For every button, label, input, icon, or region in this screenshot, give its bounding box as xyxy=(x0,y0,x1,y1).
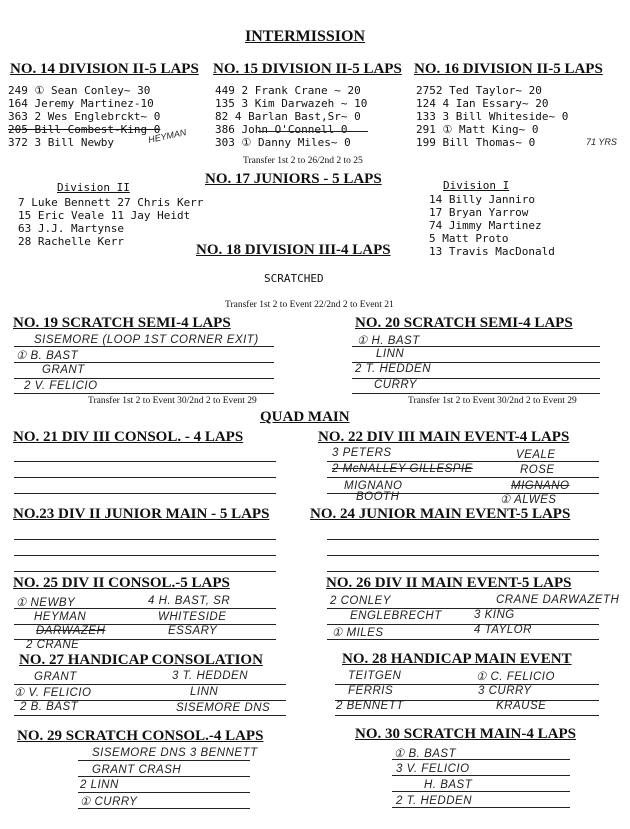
race-20-heading: NO. 20 SCRATCH SEMI-4 LAPS xyxy=(355,315,573,331)
entry-line xyxy=(14,715,286,716)
entry-line xyxy=(327,555,599,556)
race-29-line: 2 LINN xyxy=(80,779,119,791)
entry-line xyxy=(14,393,274,394)
race-28-left: FERRIS xyxy=(348,685,394,697)
entry-line xyxy=(352,393,600,394)
race-22-right: ROSE xyxy=(520,464,555,476)
entry-line xyxy=(327,461,599,462)
division-2-label: Division II xyxy=(57,181,130,194)
race-27-heading: NO. 27 HANDICAP CONSOLATION xyxy=(19,652,263,668)
entry-line xyxy=(14,461,276,462)
race-28-left: 2 BENNETT xyxy=(336,700,404,712)
race-22-left: 2 McNALLEY GILLESPIE xyxy=(332,463,473,475)
race-19-heading: NO. 19 SCRATCH SEMI-4 LAPS xyxy=(13,315,231,331)
division-2-list xyxy=(18,196,203,248)
race-18-heading: NO. 18 DIVISION III-4 LAPS xyxy=(196,242,391,258)
entry-line xyxy=(14,571,276,572)
race-16-entries xyxy=(416,84,568,149)
race-20-transfer: Transfer 1st 2 to Event 30/2nd 2 to Event 29 xyxy=(408,396,577,406)
race-14-row: 372 3 Bill Newby xyxy=(8,136,114,149)
race-24-heading: NO. 24 JUNIOR MAIN EVENT-5 LAPS xyxy=(310,506,571,522)
race-19-line: 2 V. FELICIO xyxy=(24,380,98,392)
entry-line xyxy=(335,700,599,701)
division-2-row: 28 Rachelle Kerr xyxy=(18,235,124,248)
race-22-right: VEALE xyxy=(516,449,556,461)
race-27-right: SISEMORE DNS xyxy=(176,702,271,714)
division-1-label: Division I xyxy=(443,179,510,192)
entry-line xyxy=(14,608,276,609)
race-26-left: ENGLEBRECHT xyxy=(350,610,442,622)
race-16-row: 199 Bill Thomas~ 0 xyxy=(416,136,536,149)
race-25-left: HEYMAN xyxy=(34,611,87,623)
race-15-row: 449 2 Frank Crane ~ 20 xyxy=(215,84,361,97)
race-27-right: LINN xyxy=(190,686,219,698)
race-19-line: ① B. BAST xyxy=(16,350,79,362)
entry-line xyxy=(14,539,276,540)
division-1-row: 74 Jimmy Martinez xyxy=(429,219,542,232)
entry-line xyxy=(14,346,274,347)
race-26-left: 2 CONLEY xyxy=(330,595,391,607)
entry-line xyxy=(392,791,570,792)
transfer-note-2: Transfer 1st 2 to Event 22/2nd 2 to Event 21 xyxy=(225,300,394,310)
race-25-right: 4 H. BAST, SR xyxy=(148,595,231,607)
entry-line xyxy=(327,477,599,478)
quad-main-heading: QUAD MAIN xyxy=(260,409,350,425)
race-26-right: 4 TAYLOR xyxy=(474,624,532,636)
race-28-left: TEITGEN xyxy=(348,670,402,682)
division-2-row: 63 J.J. Martynse xyxy=(18,222,124,235)
race-16-note: 71 YRS xyxy=(586,137,617,147)
race-19-line: GRANT xyxy=(42,364,85,376)
race-30-heading: NO. 30 SCRATCH MAIN-4 LAPS xyxy=(355,726,576,742)
race-16-row: 291 ① Matt King~ 0 xyxy=(416,123,539,136)
race-28-right: KRAUSE xyxy=(496,700,547,712)
entry-line xyxy=(335,715,599,716)
entry-line xyxy=(327,639,599,640)
entry-line xyxy=(352,378,600,379)
race-15-entries xyxy=(215,84,367,149)
race-19-transfer: Transfer 1st 2 to Event 30/2nd 2 to Event 29 xyxy=(88,396,257,406)
race-28-heading: NO. 28 HANDICAP MAIN EVENT xyxy=(342,651,572,667)
race-15-heading: NO. 15 DIVISION II-5 LAPS xyxy=(213,61,402,77)
entry-line xyxy=(14,362,274,363)
race-25-left: DARWAZEH xyxy=(36,625,106,637)
race-28-right: ① C. FELICIO xyxy=(476,671,555,683)
race-16-row: 133 3 Bill Whiteside~ 0 xyxy=(416,110,569,123)
entry-line xyxy=(352,362,600,363)
race-14-row: 249 ① Sean Conley~ 30 xyxy=(8,84,151,97)
entry-line xyxy=(78,776,250,777)
entry-line xyxy=(14,493,276,494)
race-28-right: 3 CURRY xyxy=(478,685,532,697)
entry-line xyxy=(392,759,570,760)
division-1-row: 17 Bryan Yarrow xyxy=(429,206,529,219)
race-14-row: 363 2 Wes Englebrckt~ 0 xyxy=(8,110,161,123)
race-20-line: ① H. BAST xyxy=(357,335,420,347)
entry-line xyxy=(14,684,286,685)
race-14-heading: NO. 14 DIVISION II-5 LAPS xyxy=(10,61,199,77)
race-26-heading: NO. 26 DIV II MAIN EVENT-5 LAPS xyxy=(326,575,572,591)
race-14-row: 164 Jeremy Martinez-10 xyxy=(8,97,154,110)
race-26-right: CRANE DARWAZETH xyxy=(496,594,620,606)
race-15-row: 135 3 Kim Darwazeh ~ 10 xyxy=(215,97,368,110)
entry-line xyxy=(392,775,570,776)
race-16-row: 2752 Ted Taylor~ 20 xyxy=(416,84,542,97)
entry-line xyxy=(335,684,599,685)
race-27-left: 2 B. BAST xyxy=(20,701,79,713)
entry-line xyxy=(14,378,274,379)
entry-line xyxy=(327,539,599,540)
race-30-line: 3 V. FELICIO xyxy=(396,763,470,775)
race-15-row: 82 4 Barlan Bast,Sr~ 0 xyxy=(215,110,361,123)
race-21-heading: NO. 21 DIV III CONSOL. - 4 LAPS xyxy=(13,429,244,445)
entry-line xyxy=(14,700,286,701)
race-25-left: ① NEWBY xyxy=(16,597,76,609)
entry-line xyxy=(327,624,599,625)
race-20-line: LINN xyxy=(376,348,405,360)
race-30-line: H. BAST xyxy=(424,779,473,791)
entry-line xyxy=(78,808,250,809)
race-14-note: HEYMAN xyxy=(147,127,188,145)
entry-line xyxy=(352,346,600,347)
race-29-line: GRANT CRASH xyxy=(92,764,182,776)
race-27-left: GRANT xyxy=(34,671,77,683)
race-29-line: ① CURRY xyxy=(80,796,138,808)
race-22-left: MIGNANO xyxy=(344,480,403,492)
entry-line xyxy=(392,807,570,808)
race-27-right: 3 T. HEDDEN xyxy=(172,670,249,682)
race-22-right: MIGNANO xyxy=(511,480,570,492)
race-30-line: ① B. BAST xyxy=(394,748,457,760)
division-1-row: 5 Matt Proto xyxy=(429,232,509,245)
page-title: INTERMISSION xyxy=(245,28,366,45)
entry-line xyxy=(327,493,599,494)
race-25-heading: NO. 25 DIV II CONSOL.-5 LAPS xyxy=(13,575,230,591)
race-26-right: 3 KING xyxy=(474,609,515,621)
entry-line xyxy=(14,639,276,640)
division-1-list xyxy=(429,193,555,258)
race-22-heading: NO. 22 DIV III MAIN EVENT-4 LAPS xyxy=(318,429,570,445)
entry-line xyxy=(327,571,599,572)
race-20-line: CURRY xyxy=(374,379,417,391)
race-22-left: BOOTH xyxy=(356,491,400,503)
race-25-right: ESSARY xyxy=(168,625,218,637)
race-23-heading: NO.23 DIV II JUNIOR MAIN - 5 LAPS xyxy=(13,506,270,522)
entry-line xyxy=(78,792,250,793)
race-18-status: SCRATCHED xyxy=(264,272,324,285)
race-14-entries xyxy=(8,84,160,149)
race-29-heading: NO. 29 SCRATCH CONSOL.-4 LAPS xyxy=(17,728,264,744)
entry-line xyxy=(78,760,250,761)
race-15-row: 386 John O'Connell 0 xyxy=(215,123,348,136)
division-1-row: 13 Travis MacDonald xyxy=(429,245,555,258)
race-22-left: 3 PETERS xyxy=(332,447,392,459)
entry-line xyxy=(14,477,276,478)
race-29-line: SISEMORE DNS 3 BENNETT xyxy=(92,747,258,759)
race-25-right: WHITESIDE xyxy=(158,611,227,623)
entry-line xyxy=(327,608,599,609)
race-20-line: 2 T. HEDDEN xyxy=(355,363,432,375)
entry-line xyxy=(14,555,276,556)
race-16-row: 124 4 Ian Essary~ 20 xyxy=(416,97,549,110)
race-30-line: 2 T. HEDDEN xyxy=(396,795,473,807)
race-17-heading: NO. 17 JUNIORS - 5 LAPS xyxy=(205,171,382,187)
race-25-left: 2 CRANE xyxy=(26,639,80,651)
transfer-note-1: Transfer 1st 2 to 26/2nd 2 to 25 xyxy=(243,156,363,166)
race-16-heading: NO. 16 DIVISION II-5 LAPS xyxy=(414,61,603,77)
division-2-row: 15 Eric Veale 11 Jay Heidt xyxy=(18,209,191,222)
race-15-row: 303 ① Danny Miles~ 0 xyxy=(215,136,351,149)
race-15-strike xyxy=(258,131,368,132)
race-27-left: ① V. FELICIO xyxy=(14,687,92,699)
division-1-row: 14 Billy Janniro xyxy=(429,193,535,206)
division-2-row: 7 Luke Bennett 27 Chris Kerr xyxy=(18,196,204,209)
entry-line xyxy=(14,624,276,625)
race-19-line: SISEMORE (LOOP 1ST CORNER EXIT) xyxy=(34,334,259,346)
race-14-row: 205 Bill Combest-King 0 xyxy=(8,123,161,136)
race-22-right: ① ALWES xyxy=(500,494,557,506)
race-26-left: ① MILES xyxy=(332,627,384,639)
